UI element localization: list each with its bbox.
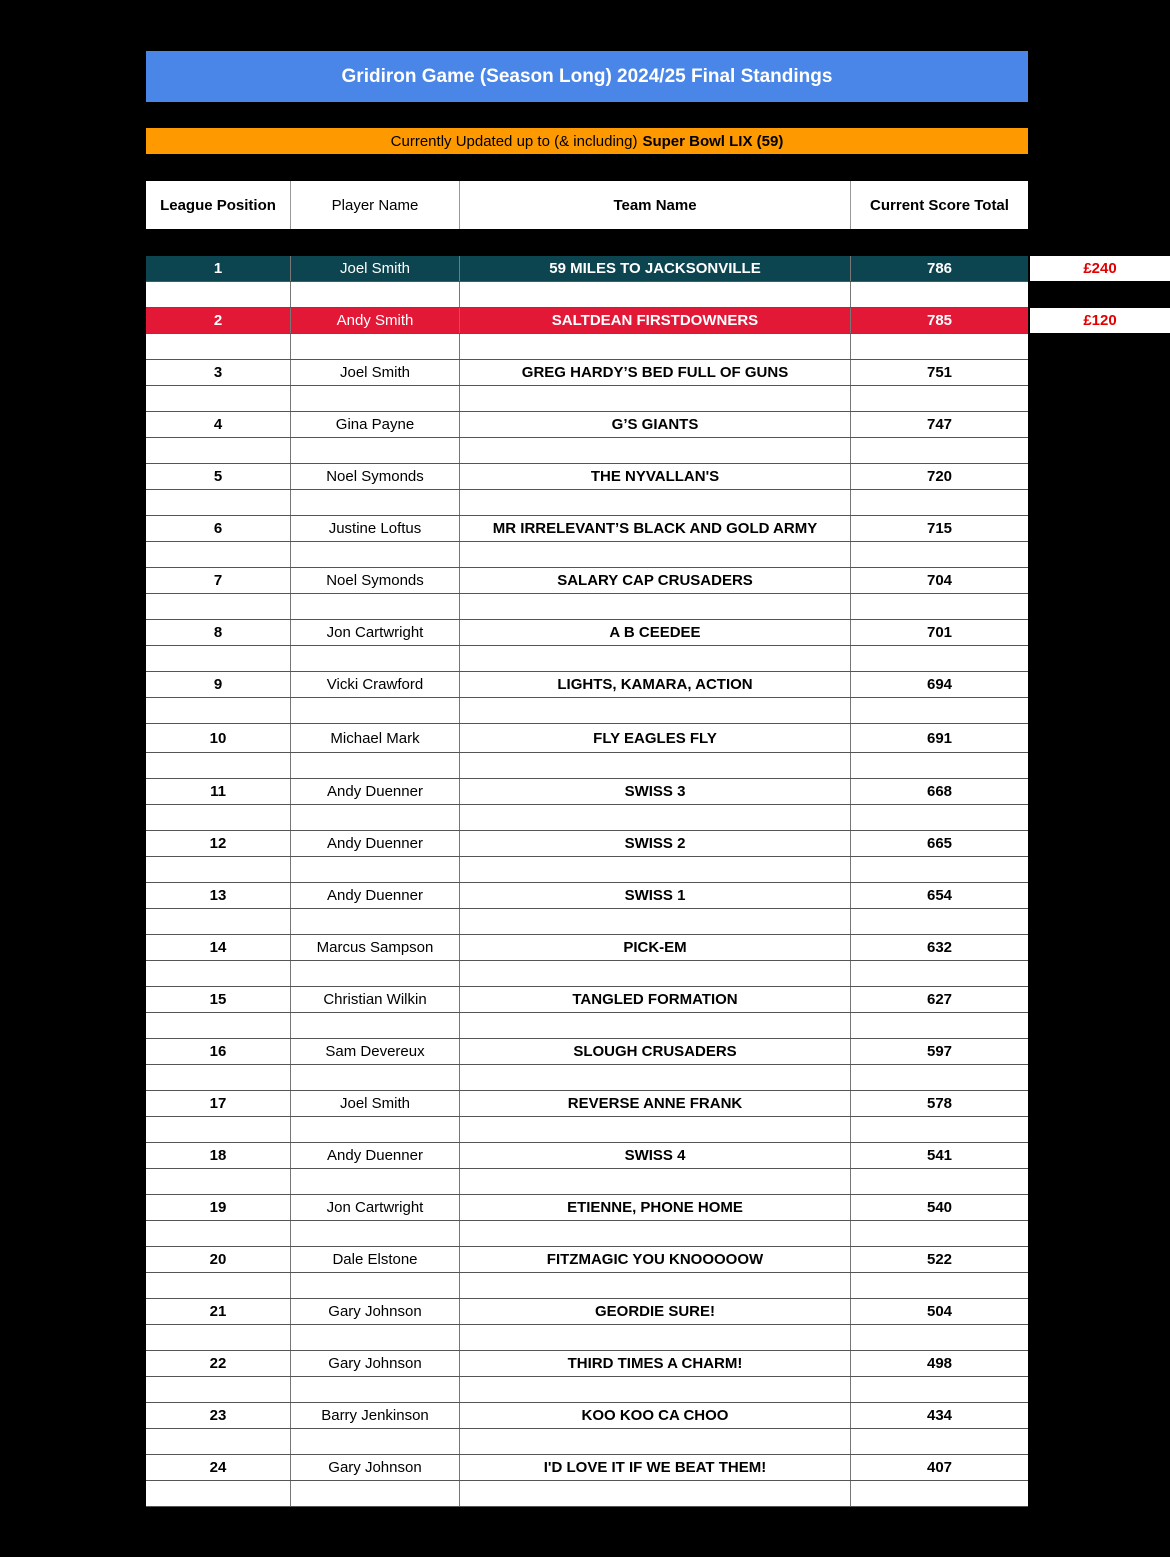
empty-cell [460, 961, 851, 986]
cell-player: Gary Johnson [291, 1351, 460, 1376]
standing-entry [146, 516, 1028, 568]
cell-team: FLY EAGLES FLY [460, 724, 851, 752]
cell-score: 627 [926, 991, 953, 1008]
empty-cell [851, 334, 1028, 359]
cell-position: 23 [146, 1403, 291, 1428]
empty-cell [291, 1429, 460, 1454]
empty-cell [291, 1221, 460, 1246]
empty-cell [291, 1273, 460, 1298]
cell-team: G’S GIANTS [460, 412, 851, 437]
cell-score: 751 [926, 364, 953, 381]
spacer-row [146, 1013, 1028, 1039]
standing-entry [146, 464, 1028, 516]
empty-cell [851, 1377, 1028, 1402]
empty-cell [460, 753, 851, 778]
empty-cell [146, 753, 291, 778]
cell-position: 10 [146, 724, 291, 752]
cell-player: Andy Duenner [291, 831, 460, 856]
empty-cell [146, 961, 291, 986]
cell-position: 14 [146, 935, 291, 960]
empty-cell [146, 1013, 291, 1038]
cell-team: SWISS 2 [460, 831, 851, 856]
table-row [146, 1403, 1028, 1429]
spacer-row [146, 1169, 1028, 1195]
cell-position: 11 [146, 779, 291, 804]
empty-cell [851, 698, 1028, 723]
cell-position: 1 [146, 256, 291, 281]
empty-cell [291, 646, 460, 671]
empty-cell [146, 1481, 291, 1506]
cell-score: 715 [926, 520, 953, 537]
cell-player: Joel Smith [291, 360, 460, 385]
cell-position: 22 [146, 1351, 291, 1376]
empty-cell [291, 542, 460, 567]
cell-team: ETIENNE, PHONE HOME [460, 1195, 851, 1220]
standing-entry [146, 831, 1028, 883]
empty-cell [851, 1117, 1028, 1142]
cell-team: THE NYVALLAN'S [460, 464, 851, 489]
empty-cell [460, 805, 851, 830]
prize-first: £240 [1030, 256, 1170, 281]
spacer-row [146, 1325, 1028, 1351]
empty-cell [291, 386, 460, 411]
cell-position: 4 [146, 412, 291, 437]
cell-score: 522 [926, 1251, 953, 1268]
cell-score: 540 [926, 1199, 953, 1216]
update-banner [146, 128, 1028, 154]
cell-player: Vicki Crawford [291, 672, 460, 697]
table-row [146, 516, 1028, 542]
empty-cell [460, 1325, 851, 1350]
empty-cell [291, 594, 460, 619]
cell-score: 632 [926, 939, 953, 956]
empty-cell [851, 490, 1028, 515]
cell-position: 9 [146, 672, 291, 697]
cell-player: Joel Smith [291, 1091, 460, 1116]
cell-team: GREG HARDY’S BED FULL OF GUNS [460, 360, 851, 385]
table-row [146, 987, 1028, 1013]
table-row [146, 1299, 1028, 1325]
empty-cell [851, 1325, 1028, 1350]
empty-cell [851, 1221, 1028, 1246]
empty-cell [851, 646, 1028, 671]
cell-position: 5 [146, 464, 291, 489]
spacer-row [146, 805, 1028, 831]
standing-entry [146, 620, 1028, 672]
header-position: League Position [146, 181, 291, 229]
cell-score: 785 [926, 312, 953, 329]
cell-team: TANGLED FORMATION [460, 987, 851, 1012]
spacer-row [146, 909, 1028, 935]
empty-cell [291, 282, 460, 307]
cell-player: Noel Symonds [291, 568, 460, 593]
cell-position: 2 [146, 308, 291, 333]
cell-player: Jon Cartwright [291, 1195, 460, 1220]
empty-cell [851, 1273, 1028, 1298]
cell-player: Dale Elstone [291, 1247, 460, 1272]
standing-entry [146, 1403, 1028, 1455]
empty-cell [460, 1377, 851, 1402]
cell-player: Noel Symonds [291, 464, 460, 489]
cell-team: SWISS 1 [460, 883, 851, 908]
table-row [146, 568, 1028, 594]
standing-entry [146, 1091, 1028, 1143]
cell-score: 786 [926, 260, 953, 277]
standing-entry [146, 1195, 1028, 1247]
cell-team: 59 MILES TO JACKSONVILLE [460, 256, 851, 281]
standing-entry [146, 883, 1028, 935]
spacer-row [146, 1117, 1028, 1143]
cell-team: SLOUGH CRUSADERS [460, 1039, 851, 1064]
empty-cell [291, 1117, 460, 1142]
spacer-row [146, 490, 1028, 516]
cell-player: Justine Loftus [291, 516, 460, 541]
empty-cell [460, 1481, 851, 1506]
cell-position: 18 [146, 1143, 291, 1168]
cell-position: 17 [146, 1091, 291, 1116]
spacer-row [146, 1377, 1028, 1403]
standing-entry [146, 412, 1028, 464]
standing-entry [146, 935, 1028, 987]
empty-cell [146, 334, 291, 359]
cell-position: 8 [146, 620, 291, 645]
table-row [146, 831, 1028, 857]
spacer-row [146, 1481, 1028, 1507]
standing-entry [146, 568, 1028, 620]
standing-entry [146, 672, 1028, 724]
table-row [146, 412, 1028, 438]
cell-player: Joel Smith [291, 256, 460, 281]
cell-player: Gary Johnson [291, 1299, 460, 1324]
empty-cell [460, 386, 851, 411]
empty-cell [291, 1169, 460, 1194]
empty-cell [291, 1481, 460, 1506]
table-row [146, 779, 1028, 805]
empty-cell [460, 909, 851, 934]
standing-entry [146, 256, 1028, 308]
cell-team: SWISS 3 [460, 779, 851, 804]
empty-cell [460, 646, 851, 671]
empty-cell [146, 1273, 291, 1298]
cell-team: I'D LOVE IT IF WE BEAT THEM! [460, 1455, 851, 1480]
standing-entry [146, 987, 1028, 1039]
empty-cell [460, 438, 851, 463]
empty-cell [146, 1117, 291, 1142]
empty-cell [291, 805, 460, 830]
cell-score: 504 [926, 1303, 953, 1320]
empty-cell [291, 1325, 460, 1350]
empty-cell [851, 386, 1028, 411]
table-row [146, 256, 1028, 282]
cell-player: Andy Duenner [291, 1143, 460, 1168]
cell-position: 12 [146, 831, 291, 856]
cell-position: 24 [146, 1455, 291, 1480]
standing-entry [146, 1143, 1028, 1195]
spacer-row [146, 698, 1028, 724]
empty-cell [146, 1065, 291, 1090]
cell-position: 15 [146, 987, 291, 1012]
cell-player: Christian Wilkin [291, 987, 460, 1012]
empty-cell [460, 1117, 851, 1142]
cell-score: 578 [926, 1095, 953, 1112]
empty-cell [291, 961, 460, 986]
empty-cell [146, 698, 291, 723]
cell-score: 654 [926, 887, 953, 904]
empty-cell [460, 542, 851, 567]
cell-team: SALARY CAP CRUSADERS [460, 568, 851, 593]
empty-cell [851, 542, 1028, 567]
cell-team: REVERSE ANNE FRANK [460, 1091, 851, 1116]
cell-player: Andy Duenner [291, 883, 460, 908]
empty-cell [291, 438, 460, 463]
empty-cell [851, 282, 1028, 307]
spacer-row [146, 334, 1028, 360]
empty-cell [291, 857, 460, 882]
empty-cell [460, 594, 851, 619]
empty-cell [146, 1377, 291, 1402]
empty-cell [851, 1429, 1028, 1454]
table-row [146, 1091, 1028, 1117]
cell-score: 691 [926, 729, 953, 747]
standing-entry [146, 1039, 1028, 1091]
empty-cell [460, 1221, 851, 1246]
cell-team: FITZMAGIC YOU KNOOOOOW [460, 1247, 851, 1272]
empty-cell [291, 909, 460, 934]
cell-score: 694 [926, 676, 953, 693]
empty-cell [291, 753, 460, 778]
standing-entry [146, 1247, 1028, 1299]
empty-cell [851, 1169, 1028, 1194]
standing-entry [146, 360, 1028, 412]
table-row [146, 935, 1028, 961]
empty-cell [146, 1221, 291, 1246]
empty-cell [460, 490, 851, 515]
empty-cell [146, 646, 291, 671]
cell-score: 407 [926, 1459, 953, 1476]
empty-cell [851, 753, 1028, 778]
table-row [146, 672, 1028, 698]
spacer-row [146, 1429, 1028, 1455]
empty-cell [851, 1065, 1028, 1090]
empty-cell [460, 1429, 851, 1454]
cell-score: 720 [926, 468, 953, 485]
standings-table [146, 256, 1028, 1507]
spacer-row [146, 753, 1028, 779]
spacer-row [146, 386, 1028, 412]
cell-team: THIRD TIMES A CHARM! [460, 1351, 851, 1376]
spacer-row [146, 542, 1028, 568]
cell-player: Andy Smith [291, 308, 460, 333]
standing-entry [146, 1455, 1028, 1507]
standing-entry [146, 779, 1028, 831]
empty-cell [460, 1065, 851, 1090]
table-row [146, 1195, 1028, 1221]
empty-cell [460, 698, 851, 723]
empty-cell [146, 805, 291, 830]
spacer-row [146, 594, 1028, 620]
empty-cell [146, 438, 291, 463]
spacer-row [146, 1221, 1028, 1247]
cell-score: 704 [926, 572, 953, 589]
empty-cell [146, 857, 291, 882]
cell-player: Michael Mark [291, 724, 460, 752]
table-row [146, 1351, 1028, 1377]
cell-player: Gina Payne [291, 412, 460, 437]
spacer-row [146, 961, 1028, 987]
empty-cell [146, 1429, 291, 1454]
cell-position: 20 [146, 1247, 291, 1272]
update-event: Super Bowl LIX (59) [642, 132, 784, 150]
empty-cell [146, 386, 291, 411]
empty-cell [291, 334, 460, 359]
cell-team: MR IRRELEVANT’S BLACK AND GOLD ARMY [460, 516, 851, 541]
empty-cell [291, 490, 460, 515]
cell-score: 668 [926, 783, 953, 800]
cell-score: 541 [926, 1147, 953, 1164]
empty-cell [146, 282, 291, 307]
cell-score: 434 [926, 1407, 953, 1424]
empty-cell [460, 857, 851, 882]
table-row [146, 1247, 1028, 1273]
table-row [146, 360, 1028, 386]
standing-entry [146, 724, 1028, 779]
empty-cell [291, 1065, 460, 1090]
cell-player: Jon Cartwright [291, 620, 460, 645]
cell-team: A B CEEDEE [460, 620, 851, 645]
spacer-row [146, 282, 1028, 308]
cell-player: Gary Johnson [291, 1455, 460, 1480]
standing-entry [146, 1351, 1028, 1403]
table-row [146, 724, 1028, 753]
header-score: Current Score Total [870, 196, 1009, 214]
empty-cell [146, 490, 291, 515]
table-row [146, 464, 1028, 490]
cell-position: 3 [146, 360, 291, 385]
header-player: Player Name [291, 181, 460, 229]
cell-score: 498 [926, 1355, 953, 1372]
empty-cell [851, 909, 1028, 934]
empty-cell [146, 909, 291, 934]
cell-score: 701 [926, 624, 953, 641]
cell-team: GEORDIE SURE! [460, 1299, 851, 1324]
table-row [146, 1455, 1028, 1481]
prize-second: £120 [1030, 308, 1170, 333]
empty-cell [146, 1325, 291, 1350]
cell-player: Marcus Sampson [291, 935, 460, 960]
empty-cell [291, 1377, 460, 1402]
spacer-row [146, 1273, 1028, 1299]
empty-cell [291, 1013, 460, 1038]
cell-score: 747 [926, 416, 953, 433]
empty-cell [146, 594, 291, 619]
cell-position: 19 [146, 1195, 291, 1220]
header-team: Team Name [460, 181, 851, 229]
cell-team: SWISS 4 [460, 1143, 851, 1168]
spacer-row [146, 646, 1028, 672]
empty-cell [291, 698, 460, 723]
spacer-row [146, 857, 1028, 883]
cell-player: Andy Duenner [291, 779, 460, 804]
empty-cell [851, 1013, 1028, 1038]
table-header [146, 181, 1028, 229]
table-row [146, 1039, 1028, 1065]
standing-entry [146, 308, 1028, 360]
cell-position: 21 [146, 1299, 291, 1324]
empty-cell [851, 438, 1028, 463]
cell-position: 7 [146, 568, 291, 593]
cell-team: LIGHTS, KAMARA, ACTION [460, 672, 851, 697]
empty-cell [460, 334, 851, 359]
cell-score: 665 [926, 835, 953, 852]
empty-cell [851, 1481, 1028, 1506]
empty-cell [851, 961, 1028, 986]
empty-cell [460, 1273, 851, 1298]
table-row [146, 883, 1028, 909]
page-title: Gridiron Game (Season Long) 2024/25 Final Standings [146, 51, 1028, 102]
empty-cell [460, 1013, 851, 1038]
cell-position: 6 [146, 516, 291, 541]
empty-cell [851, 594, 1028, 619]
cell-player: Sam Devereux [291, 1039, 460, 1064]
empty-cell [146, 542, 291, 567]
spacer-row [146, 438, 1028, 464]
cell-position: 16 [146, 1039, 291, 1064]
cell-position: 13 [146, 883, 291, 908]
cell-score: 597 [926, 1043, 953, 1060]
cell-player: Barry Jenkinson [291, 1403, 460, 1428]
empty-cell [851, 805, 1028, 830]
cell-team: KOO KOO CA CHOO [460, 1403, 851, 1428]
empty-cell [851, 857, 1028, 882]
table-row [146, 620, 1028, 646]
empty-cell [460, 1169, 851, 1194]
empty-cell [146, 1169, 291, 1194]
table-row [146, 308, 1028, 334]
cell-team: PICK-EM [460, 935, 851, 960]
spacer-row [146, 1065, 1028, 1091]
standing-entry [146, 1299, 1028, 1351]
empty-cell [460, 282, 851, 307]
table-row [146, 1143, 1028, 1169]
update-prefix: Currently Updated up to (& including) [390, 132, 638, 150]
cell-team: SALTDEAN FIRSTDOWNERS [460, 308, 851, 333]
